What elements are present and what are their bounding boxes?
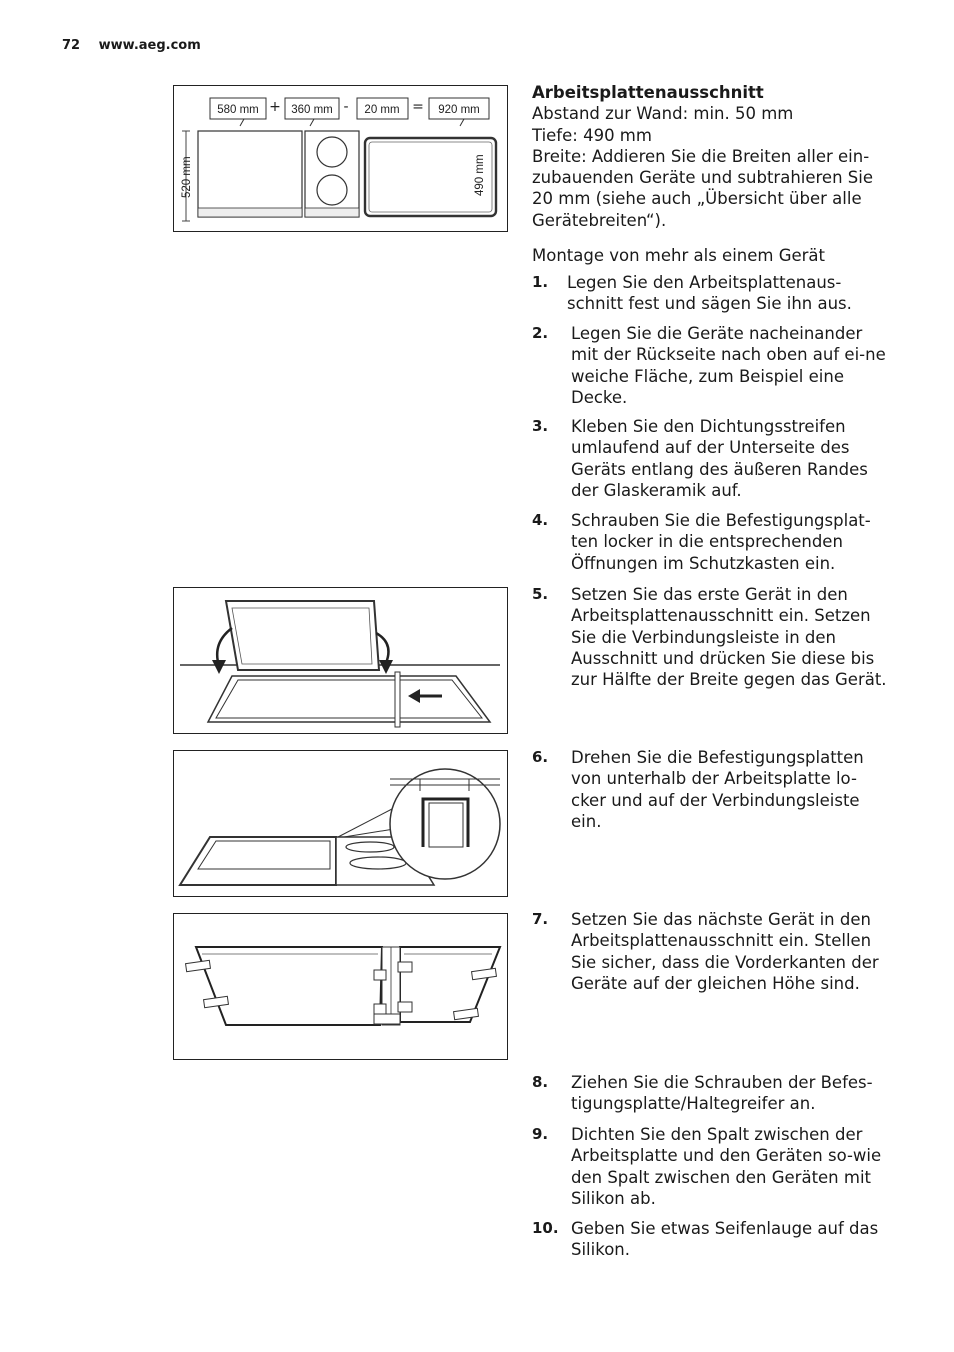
- step-text: Kleben Sie den Dichtungsstreifen umlaufend auf der Unterseite des Geräts entlang des äußeren Randes der Glaskeramik auf.: [571, 417, 868, 500]
- fixing-clip-icon: [374, 970, 386, 980]
- fixing-clip-icon: [398, 1002, 412, 1012]
- burner-icon: [317, 175, 347, 205]
- step-text: Schrauben Sie die Befestigungsplat-ten locker in die entsprechenden Öffnungen im Schutzkasten ein.: [571, 511, 871, 573]
- step-number: 4.: [532, 511, 549, 529]
- dim-label-580: 580 mm: [217, 104, 259, 116]
- figure-fixing-plates: [173, 750, 508, 897]
- website-link[interactable]: www.aeg.com: [98, 38, 201, 53]
- figure-appliances-joined: [173, 913, 508, 1060]
- step-number: 8.: [532, 1073, 549, 1091]
- page-number: 72: [62, 38, 81, 53]
- burner-icon: [317, 137, 347, 167]
- text-width: Breite: Addieren Sie die Breiten aller ein-zubauenden Geräte und subtrahieren Sie 20 mm (siehe auch „Übersicht über alle Gerätebreiten“).: [532, 146, 873, 230]
- step-number: 1.: [532, 273, 549, 291]
- step-number: 5.: [532, 585, 549, 603]
- plus-sign: +: [269, 99, 281, 115]
- step-number: 2.: [532, 324, 549, 342]
- dim-height-520: 520 mm: [181, 156, 193, 198]
- step-text: Dichten Sie den Spalt zwischen der Arbeitsplatte und den Geräten so-wie den Spalt zwischen den Geräten mit Silikon ab.: [571, 1125, 882, 1208]
- text-depth: Tiefe: 490 mm: [532, 125, 652, 145]
- step-text: Drehen Sie die Befestigungsplatten von unterhalb der Arbeitsplatte lo-cker und auf der Verbindungsleiste ein.: [571, 748, 864, 831]
- step-text: Setzen Sie das nächste Gerät in den Arbeitsplattenausschnitt ein. Stellen Sie sicher, dass die Vorderkanten der Geräte auf der gleichen Höhe sind.: [571, 910, 879, 993]
- subtitle-multiple-mounting: Montage von mehr als einem Gerät: [532, 246, 826, 265]
- fixing-clip-icon: [374, 1014, 400, 1024]
- step-number: 9.: [532, 1125, 549, 1143]
- figure-insert-appliance: [173, 587, 508, 734]
- step-number: 3.: [532, 417, 549, 435]
- dim-height-490: 490 mm: [474, 154, 486, 196]
- dim-label-920: 920 mm: [438, 104, 480, 116]
- step-text: Ziehen Sie die Schrauben der Befes-tigungsplatte/Haltegreifer an.: [571, 1073, 873, 1114]
- step-text: Geben Sie etwas Seifenlauge auf das Silikon.: [571, 1219, 879, 1260]
- minus-sign: -: [343, 99, 349, 115]
- page-header: [62, 38, 201, 53]
- section-worktop-cutout: [532, 82, 892, 231]
- step-text: Legen Sie den Arbeitsplattenaus-schnitt fest und sägen Sie ihn aus.: [567, 273, 852, 314]
- step-text: Legen Sie die Geräte nacheinander mit der Rückseite nach oben auf ei-ne weiche Fläche, zum Beispiel eine Decke.: [571, 324, 886, 407]
- step-text: Setzen Sie das erste Gerät in den Arbeitsplattenausschnitt ein. Setzen Sie die Verbindungsleiste in den Ausschnitt und drücken Sie diese bis zur Hälfte der Breite gegen das Gerät.: [571, 585, 887, 690]
- step-number: 10.: [532, 1219, 559, 1237]
- step-number: 7.: [532, 910, 549, 928]
- equals-sign: =: [412, 99, 424, 115]
- step-number: 6.: [532, 748, 549, 766]
- fixing-clip-icon: [398, 962, 412, 972]
- section-title: Arbeitsplattenausschnitt: [532, 83, 764, 102]
- text-wall-distance: Abstand zur Wand: min. 50 mm: [532, 104, 794, 124]
- fixing-clip-icon: [374, 1004, 386, 1014]
- dim-label-360: 360 mm: [291, 104, 333, 116]
- dim-label-20: 20 mm: [364, 104, 400, 116]
- figure-cutout-dimensions: [173, 85, 508, 232]
